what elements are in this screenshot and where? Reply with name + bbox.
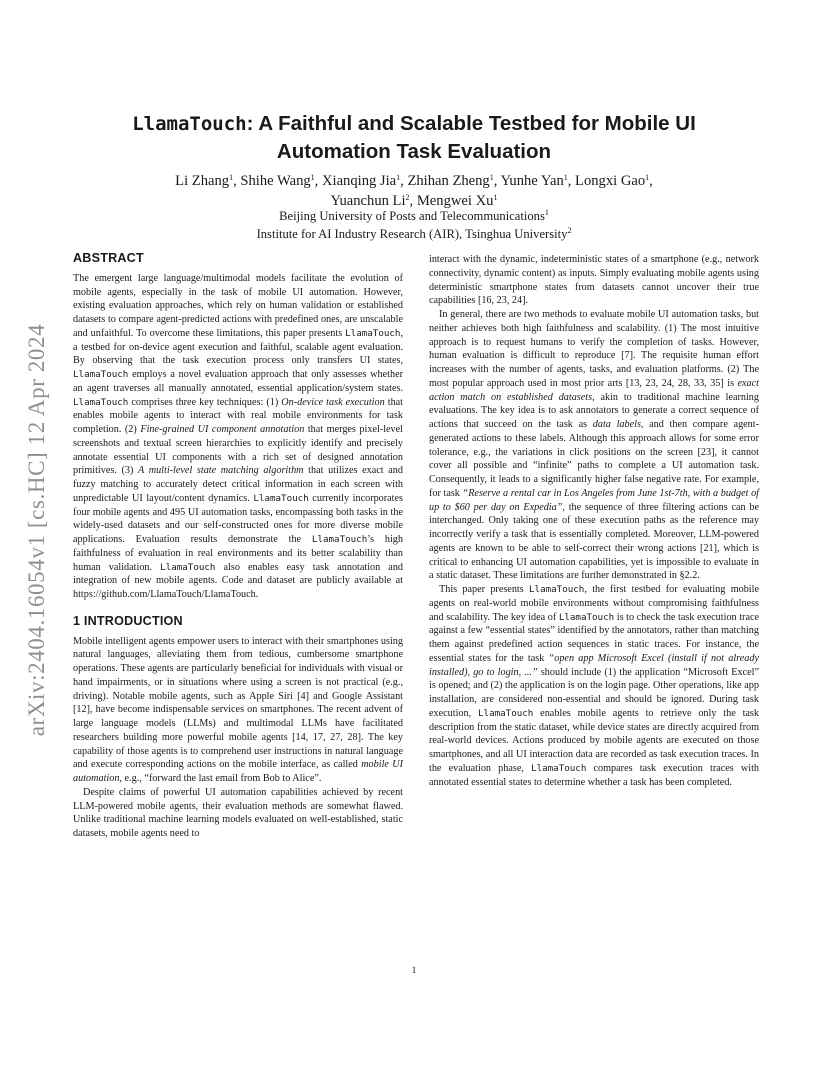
left-column [73, 252, 403, 841]
author-name: Xianqing Jia [321, 173, 397, 189]
abstract-body: The emergent large language/multimodal models facilitate the evolution of mobile agents, especially in the task of mobile UI automation. However, existing evaluation approaches, which rely on human validation or established datasets to compare agent-predicted actions with predefined ones, are unscalable and unfaithful. To overcome these limitations, this paper presents LlamaTouch, a testbed for on-device agent execution and faithful, scalable agent evaluation. By observing that the task execution process only transfers UI states, LlamaTouch employs a novel evaluation approach that only assesses whether an agent traverses all manually annotated, essential application/system states. LlamaTouch comprises three key techniques: (1) On-device task execution that enables mobile agents to interact with real mobile environments for task completion. (2) Fine-grained UI component annotation that merges pixel-level screenshots and textual screen hierarchies to explicitly identify and precisely annotate essential UI components with a rich set of designed annotation primitives. (3) A multi-level state matching algorithm that utilizes exact and fuzzy matching to accurately detect critical information in each screen with unpredictable UI layout/content dynamics. LlamaTouch currently incorporates four mobile agents and 495 UI automation tasks, encompassing both tasks in the widely-used datasets and our self-constructed ones for more diverse mobile applications. Evaluation results demonstrate the LlamaTouch’s high faithfulness of evaluation in real environments and its better scalability than human validation. LlamaTouch also enables easy task annotation and integration of new mobile agents. Code and dataset are publicly available at https://github.com/LlamaTouch/LlamaTouch. [73, 272, 404, 600]
affiliation-mark: 2 [567, 226, 572, 235]
body-paragraph: In general, there are two methods to evaluate mobile UI automation tasks, but neither achieves both high faithfulness and scalability. (1) The most intuitive approach is to request humans to verify the completion of tasks. However, human evaluation is difficult to reproduce [7]. The requisite human effort increases with the number of agents, tasks, and evaluation platforms. (2) The most popular approach used in most prior arts [13, 23, 24, 28, 33, 35] is exact action match on established datasets, akin to traditional machine learning evaluations. The key idea is to ask annotators to generate a correct sequence of actions that succeed on the task as data labels, and then compare agent-generated actions to these labels. Although this approach allows for some error tolerance, e.g., the variations in click positions on the screen [23], it cannot cover all possible and “infinite” paths to complete a UI automation task. Consequently, it leads to a significantly higher false negative rate. For example, for task “Reserve a rental car in Los Angeles from June 1st-7th, with a budget of up to $60 per day on Expedia”, the sequence of three filtering actions can be interchanged. Only taking one of these execution paths as the reference may incorrectly verify a task that is essentially completed. Moreover, LLM-powered agents are known to be able to self-correct their wrong actions [21], which is critical to enhancing UI automation capabilities, yet is impossible to evaluate in a static dataset. These limitations are further demonstrated in §2.2. [429, 309, 759, 582]
author-affiliation-mark: 1 [645, 173, 650, 182]
body-paragraph: This paper presents LlamaTouch, the first testbed for evaluating mobile agents on real-world mobile environments without compromising faithfulness and scalability. The key idea of LlamaTouch is to check the task execution trace against a few “essential states” identified by the annotators, rather than matching them against predefined action sequences in static traces. For instance, the essential states for the task “open app Microsoft Excel (install if not already installed), go to login, ...” should include (1) the application “Microsoft Excel” is opened; and (2) the application is on the login page. Other operations, like app installation, are considered non-essential and should be ignored. During task execution, LlamaTouch enables mobile agents to retrieve only the task description from the static dataset, while device states are directly acquired from real-world devices. Actions produced by mobile agents are executed on those smartphones, and all UI interaction data are recorded as task execution traces. In the evaluation phase, LlamaTouch compares task execution traces with annotated essential states to determine whether a task has been completed. [429, 584, 760, 788]
author-name: Longxi Gao [575, 173, 646, 189]
affiliation-list [95, 207, 733, 243]
right-column [429, 253, 759, 789]
author-name: Shihe Wang [240, 173, 311, 189]
affiliation [95, 207, 733, 225]
title-rest: : A Faithful and Scalable Testbed for Mobile UI Automation Task Evaluation [246, 112, 696, 163]
author-affiliation-mark: 2 [405, 193, 410, 202]
page-number: 1 [411, 966, 417, 976]
author-affiliation-mark: 1 [310, 173, 315, 182]
author-list: Li Zhang$^1$, Shihe Wang$^1$, Xianqing Jia$^1$, Zhihan Zheng$^1$, Yunhe Yan$^1$, Longxi Gao$^1$, Yuanchun Li$^2$, Mengwei Xu$^1$ [175, 173, 653, 209]
intro-paragraph: Despite claims of powerful UI automation capabilities achieved by recent LLM-powered mobile agents, their evaluation methods are somewhat flawed. Unlike traditional machine learning models evaluated on well-established, static datasets, mobile agents need to [73, 786, 403, 839]
title-system-name: LlamaTouch [132, 113, 247, 135]
author-affiliation-mark: 1 [489, 173, 494, 182]
arxiv-identifier-text: arXiv:2404.16054v1 [cs.HC] 12 Apr 2024 [24, 323, 49, 737]
author-name: Yuanchun Li [330, 193, 406, 209]
author-name: Li Zhang [175, 173, 230, 189]
affiliation-mark: 1 [544, 208, 549, 217]
abstract-heading: ABSTRACT [73, 251, 144, 265]
author-name: Yunhe Yan [500, 173, 564, 189]
intro-paragraph: Mobile intelligent agents empower users to interact with their smartphones using natural languages, alleviating them from tedious, cumbersome smartphone operations. These agents are particularly beneficial for individuals with visual or hand impairments, or in situations where using a screen is not practical (e.g., driving). Notable mobile agents, such as Apple Siri [4] and Google Assistant [12], have become indispensable services on smartphones. The recent advent of large language models (LLMs) and multimodal LLMs have facilitated researchers building more powerful mobile agents [14, 17, 27, 28]. The key capability of those agents is to comprehend user instructions in natural language and execute corresponding actions on the mobile interface, as called mobile UI automation, e.g., “forward the last email from Bob to Alice”. [73, 635, 403, 784]
paper-title [95, 110, 733, 166]
affiliation-name: Beijing University of Posts and Telecommunications [279, 209, 545, 223]
affiliation-name: Institute for AI Industry Research (AIR), Tsinghua University [256, 227, 568, 241]
introduction-left-body [73, 635, 403, 841]
introduction-heading: 1 INTRODUCTION [73, 613, 183, 628]
author-name: Mengwei Xu [416, 193, 494, 209]
arxiv-identifier [20, 285, 54, 775]
author-affiliation-mark: 1 [229, 173, 234, 182]
author-affiliation-mark: 1 [493, 193, 498, 202]
author-affiliation-mark: 1 [563, 173, 568, 182]
affiliation [95, 225, 733, 243]
author-affiliation-mark: 1 [396, 173, 401, 182]
author-name: Zhihan Zheng [407, 173, 490, 189]
body-paragraph: interact with the dynamic, indeterministic states of a smartphone (e.g., network connectivity, dynamic content) as inputs. Simply evaluating mobile agents using deterministic smartphone states from datasets cannot uncover their true capabilities [16, 23, 24]. [429, 254, 759, 307]
